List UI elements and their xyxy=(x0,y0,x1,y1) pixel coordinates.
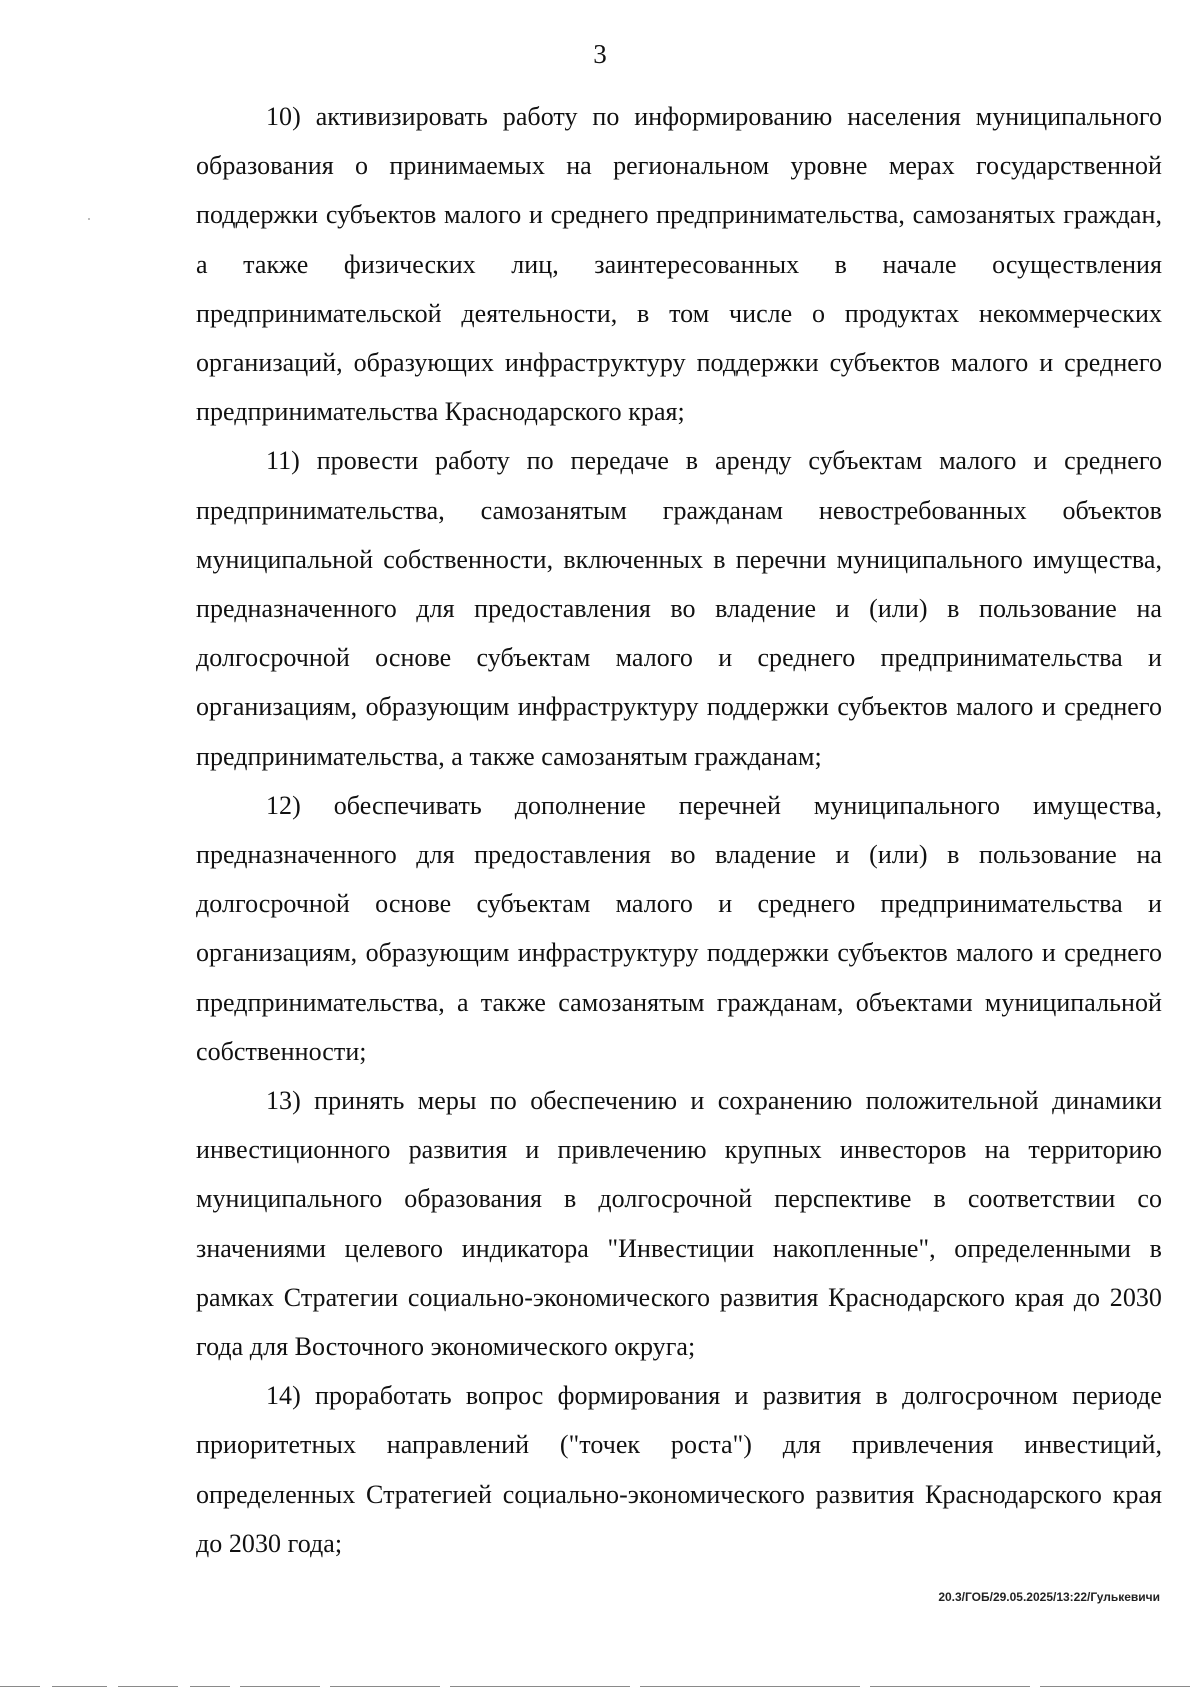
scan-speck xyxy=(88,218,90,220)
paragraph-item-11: 11) провести работу по передаче в аренду субъектам малого и среднего предпринимательства, самозанятым гражданам невостребованных объектов муниципальной собственности, включенных в перечни муниципального имущества, предназначенного для предоставления во владение и (или) в пользование на долгосрочной основе субъектам малого и среднего предпринимательства и организациям, образующим инфраструктуру поддержки субъектов малого и среднего предпринимательства, а также самозанятым гражданам; xyxy=(196,446,1162,771)
paragraph-item-14: 14) проработать вопрос формирования и развития в долгосрочном периоде приоритетных направлений ("точек роста") для привлечения инвестиций, определенных Стратегией социально-экономического развития Краснодарского края до 2030 года; xyxy=(196,1381,1162,1558)
scan-bottom-edge xyxy=(0,1686,1200,1690)
document-registration-code: 20.3/ГОБ/29.05.2025/13:22/Гулькевичи xyxy=(938,1590,1160,1604)
paragraph-item-12: 12) обеспечивать дополнение перечней муниципального имущества, предназначенного для предоставления во владение и (или) в пользование на долгосрочной основе субъектам малого и среднего предпринимательства и организациям, образующим инфраструктуру поддержки субъектов малого и среднего предпринимательства, а также самозанятым гражданам, объектами муниципальной собственности; xyxy=(196,790,1162,1066)
page-number: 3 xyxy=(593,39,607,69)
paragraph-item-10: 10) активизировать работу по информированию населения муниципального образования о принимаемых на региональном уровне мерах государственной поддержки субъектов малого и среднего предпринимательства, самозанятых граждан, а также физических лиц, заинтересованных в начале осуществления предпринимательской деятельности, в том числе о продуктах некоммерческих организаций, образующих инфраструктуру поддержки субъектов малого и среднего предпринимательства Краснодарского края; xyxy=(196,102,1162,427)
paragraph-item-13: 13) принять меры по обеспечению и сохранению положительной динамики инвестиционного развития и привлечению крупных инвесторов на территорию муниципального образования в долгосрочной перспективе в соответствии со значениями целевого индикатора "Инвестиции накопленные", определенными в рамках Стратегии социально-экономического развития Краснодарского края до 2030 года для Восточного экономического округа; xyxy=(196,1086,1162,1362)
document-body xyxy=(196,92,1162,1568)
